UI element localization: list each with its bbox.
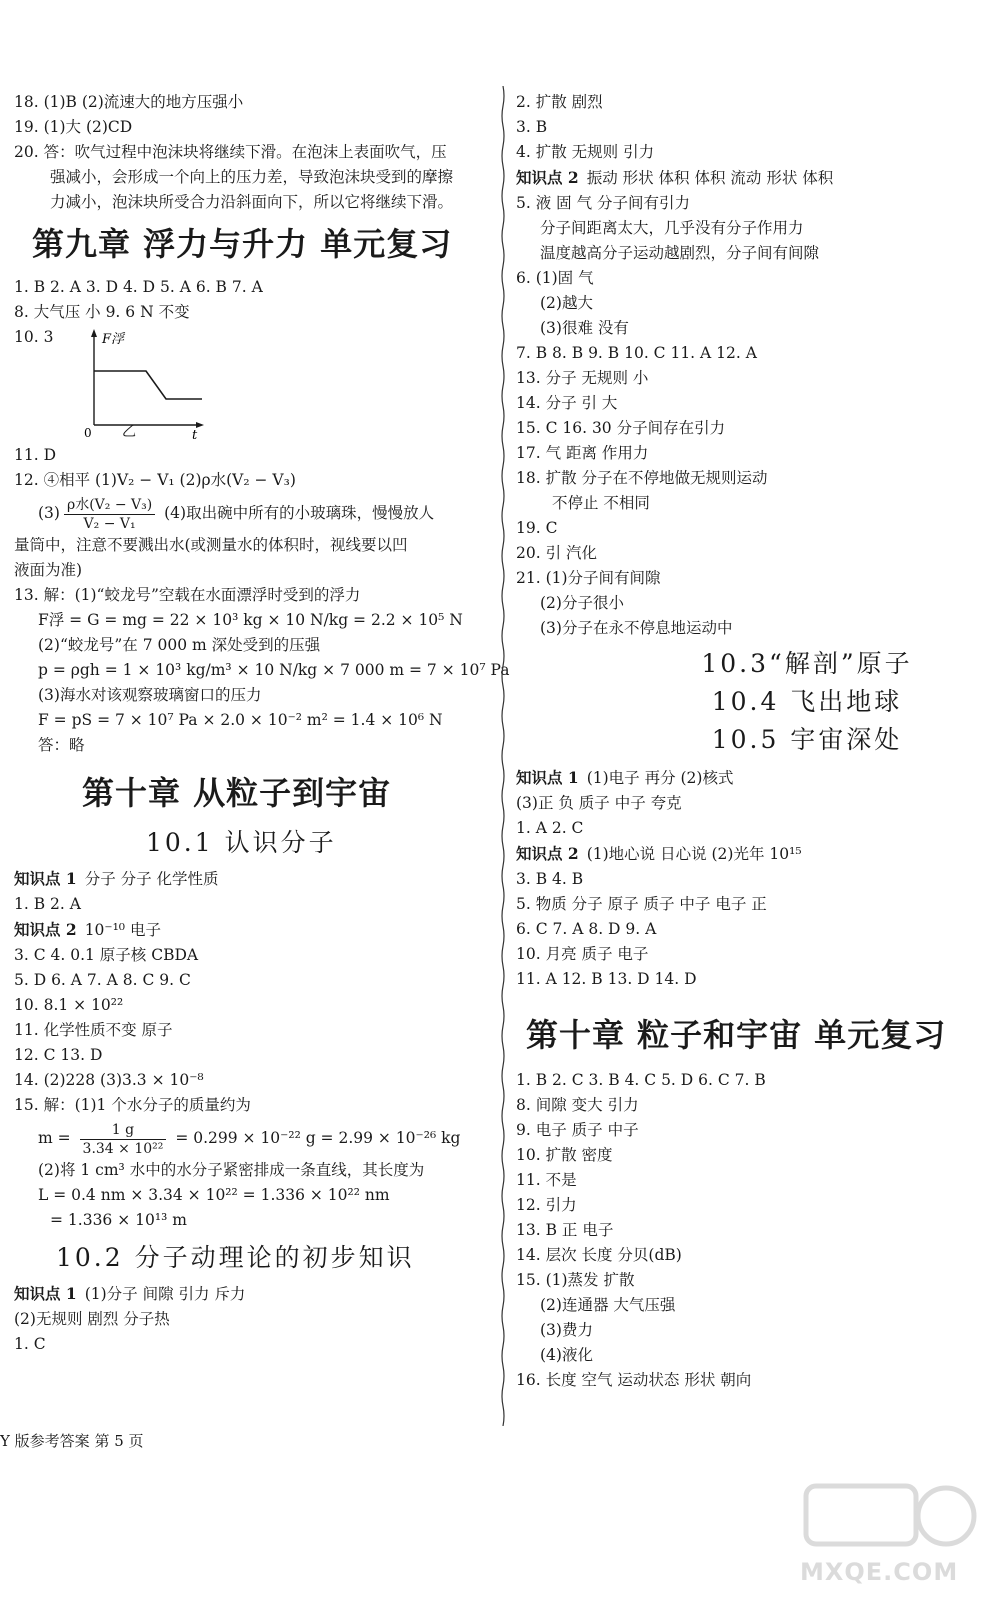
chapter-10-title: 第十章 从粒子到宇宙 — [82, 774, 392, 812]
answer-line: 2. 扩散 剧烈 — [516, 93, 603, 111]
fraction-numerator: 1 g — [80, 1121, 167, 1140]
answer-line: 12. 引力 — [516, 1196, 577, 1214]
answer-prefix: (3) — [38, 504, 60, 522]
answer-line: 13. B 正 电子 — [516, 1221, 614, 1239]
answer-line: (3)正 负 质子 中子 夸克 — [516, 794, 682, 812]
answer-line: 21. (1)分子间有间隙 — [516, 569, 661, 587]
answer-line: 量筒中，注意不要溅出水(或测量水的体积时，视线要以凹 — [14, 536, 408, 554]
answer-line: 液面为准) — [14, 561, 83, 579]
chapter-10-review-title: 第十章 粒子和宇宙 单元复习 — [526, 1016, 947, 1054]
answer-line: 14. 层次 长度 分贝(dB) — [516, 1246, 682, 1264]
answer-line: (2)连通器 大气压强 — [540, 1296, 676, 1314]
answer-line: 知识点 2 10⁻¹⁰ 电子 — [14, 920, 161, 939]
fraction-denominator: V₂ − V₁ — [83, 515, 136, 532]
answer-line: 10. 月亮 质子 电子 — [516, 945, 649, 963]
answer-line: 18. 扩散 分子在不停地做无规则运动 — [516, 469, 768, 487]
answer-line: 3. C 4. 0.1 原子核 CBDA — [14, 946, 199, 964]
answer-line: 1. C — [14, 1335, 46, 1353]
answer-line: 20. 答：吹气过程中泡沫块将继续下滑。在泡沫上表面吹气，压 — [14, 143, 447, 161]
answer-line: 11. A 12. B 13. D 14. D — [516, 970, 697, 988]
answer-line: 19. (1)大 (2)CD — [14, 118, 133, 136]
answer-line: (2)分子很小 — [540, 594, 624, 612]
knowledge-point-label: 知识点 1 — [14, 869, 77, 888]
answer-line: 15. C 16. 30 分子间存在引力 — [516, 419, 726, 437]
mass-fraction — [80, 1121, 167, 1158]
answer-line: 16. 长度 空气 运动状态 形状 朝向 — [516, 1371, 752, 1389]
answer-line: 13. 解：(1)“蛟龙号”空载在水面漂浮时受到的浮力 — [14, 586, 361, 604]
answer-line: 知识点 1 分子 分子 化学性质 — [14, 869, 219, 888]
right-column — [516, 90, 988, 1393]
page-footer: Y 版参考答案 第 5 页 — [0, 1432, 144, 1450]
answer-line: (2)无规则 剧烈 分子热 — [14, 1310, 170, 1328]
answer-line: 11. D — [14, 446, 57, 464]
section-10-2-title: 10.2 分子动理论的初步知识 — [56, 1243, 415, 1272]
answer-line: 11. 不是 — [516, 1171, 577, 1189]
knowledge-point-label: 知识点 2 — [14, 920, 77, 939]
question-number: 10. 3 — [14, 328, 54, 346]
answer-line: 3. B — [516, 118, 548, 136]
section-10-5-title: 10.5 宇宙深处 — [711, 725, 903, 754]
answer-line: 不停止 不相同 — [552, 494, 650, 512]
x-axis-label: t — [192, 428, 198, 441]
answer-line: 9. 电子 质子 中子 — [516, 1121, 639, 1139]
knowledge-point-label: 知识点 1 — [516, 768, 579, 787]
answer-line: 17. 气 距离 作用力 — [516, 444, 649, 462]
answer-line: 答：略 — [38, 736, 85, 754]
y-axis-label: F浮 — [102, 332, 125, 347]
answer-line: (3)海水对该观察玻璃窗口的压力 — [38, 686, 262, 704]
answer-line: 5. D 6. A 7. A 8. C 9. C — [14, 971, 191, 989]
answer-line: (3)分子在永不停息地运动中 — [540, 619, 733, 637]
buoyancy-time-graph — [74, 327, 214, 441]
answer-line: 1. B 2. A — [14, 895, 81, 913]
answer-line: 11. 化学性质不变 原子 — [14, 1021, 173, 1039]
answer-line: (3)很难 没有 — [540, 319, 629, 337]
origin-label: 0 — [84, 426, 92, 440]
answer-line: 15. 解：(1)1 个水分子的质量约为 — [14, 1096, 251, 1114]
answer-line: F = pS = 7 × 10⁷ Pa × 2.0 × 10⁻² m² = 1.4 × 10⁶ N — [38, 711, 443, 729]
answer-line: 10. 扩散 密度 — [516, 1146, 613, 1164]
answer-line: 19. C — [516, 519, 558, 537]
watermark-text: MXQE.COM — [800, 1558, 959, 1586]
answer-line: 8. 大气压 小 9. 6 N 不变 — [14, 303, 190, 321]
answer-line: 力减小，泡沫块所受合力沿斜面向下，所以它将继续下滑。 — [50, 193, 454, 211]
answer-line: 18. (1)B (2)流速大的地方压强小 — [14, 93, 244, 111]
answer-line: 温度越高分子运动越剧烈，分子间有间隙 — [540, 244, 820, 262]
graph-caption: 乙 — [122, 424, 136, 440]
answer-line: 知识点 1 (1)分子 间隙 引力 斥力 — [14, 1284, 246, 1303]
answer-prefix: m = — [38, 1129, 76, 1147]
answer-line: 5. 物质 分子 原子 质子 中子 电子 正 — [516, 895, 767, 913]
section-10-4-title: 10.4 飞出地球 — [711, 687, 903, 716]
answer-line: 6. (1)固 气 — [516, 269, 594, 287]
answer-line: 10. 8.1 × 10²² — [14, 996, 124, 1014]
answer-line: p = ρgh = 1 × 10³ kg/m³ × 10 N/kg × 7 000 m = 7 × 10⁷ Pa — [38, 661, 510, 679]
fraction-numerator: ρ水(V₂ − V₃) — [64, 496, 155, 515]
answer-line: 知识点 2 (1)地心说 日心说 (2)光年 10¹⁵ — [516, 844, 802, 863]
chapter-9-review-title: 第九章 浮力与升力 单元复习 — [32, 225, 453, 263]
answer-line: 12. C 13. D — [14, 1046, 103, 1064]
answer-line: 8. 间隙 变大 引力 — [516, 1096, 639, 1114]
answer-line: 强减小，会形成一个向上的压力差，导致泡沫块受到的摩擦 — [50, 168, 454, 186]
fraction-answer-line — [14, 1118, 492, 1158]
answer-line: 1. A 2. C — [516, 819, 584, 837]
answer-line: = 1.336 × 10¹³ m — [50, 1211, 187, 1229]
answer-text: = 0.299 × 10⁻²² g = 2.99 × 10⁻²⁶ kg — [170, 1129, 461, 1147]
fraction-denominator: 3.34 × 10²² — [82, 1140, 164, 1157]
answer-line: 20. 引 汽化 — [516, 544, 598, 562]
answer-line: 分子间距离太大，几乎没有分子作用力 — [540, 219, 804, 237]
answer-line: 15. (1)蒸发 扩散 — [516, 1271, 635, 1289]
section-10-1-title: 10.1 认识分子 — [146, 828, 337, 857]
answer-line: 14. (2)228 (3)3.3 × 10⁻⁸ — [14, 1071, 204, 1089]
answer-line: (2)“蛟龙号”在 7 000 m 深处受到的压强 — [38, 636, 321, 654]
answer-line: (3)费力 — [540, 1321, 593, 1339]
knowledge-point-label: 知识点 1 — [14, 1284, 77, 1303]
section-10-3-title: 10.3“解剖”原子 — [701, 649, 913, 678]
left-column — [14, 90, 510, 1357]
density-fraction — [64, 496, 155, 533]
watermark-logo — [800, 1480, 980, 1590]
answer-line: 14. 分子 引 大 — [516, 394, 618, 412]
answer-line: 知识点 1 (1)电子 再分 (2)核式 — [516, 768, 734, 787]
buoyancy-curve — [94, 371, 202, 399]
fraction-answer-line — [14, 493, 492, 533]
answer-line: (2)越大 — [540, 294, 593, 312]
answer-line: F浮 = G = mg = 22 × 10³ kg × 10 N/kg = 2.2 × 10⁵ N — [38, 611, 463, 629]
knowledge-point-label: 知识点 2 — [516, 168, 579, 187]
column-divider — [500, 86, 506, 1426]
answer-line: L = 0.4 nm × 3.34 × 10²² = 1.336 × 10²² nm — [38, 1186, 390, 1204]
answer-line: 5. 液 固 气 分子间有引力 — [516, 194, 690, 212]
y-axis-arrow — [91, 329, 97, 337]
answer-line: 6. C 7. A 8. D 9. A — [516, 920, 657, 938]
answer-text: (4)取出碗中所有的小玻璃珠，慢慢放人 — [159, 504, 435, 522]
knowledge-point-label: 知识点 2 — [516, 844, 579, 863]
answer-line: 1. B 2. C 3. B 4. C 5. D 6. C 7. B — [516, 1071, 766, 1089]
answer-line: 7. B 8. B 9. B 10. C 11. A 12. A — [516, 344, 757, 362]
watermark-seal-icon — [800, 1480, 980, 1560]
answer-line: 13. 分子 无规则 小 — [516, 369, 649, 387]
answer-line: 1. B 2. A 3. D 4. D 5. A 6. B 7. A — [14, 278, 263, 296]
answer-line: 知识点 2 振动 形状 体积 体积 流动 形状 体积 — [516, 168, 834, 187]
answer-line: 4. 扩散 无规则 引力 — [516, 143, 655, 161]
answer-line: 12. ④相平 (1)V₂ − V₁ (2)ρ水(V₂ − V₃) — [14, 471, 296, 489]
answer-line: (4)液化 — [540, 1346, 593, 1364]
buoyancy-graph-answer — [14, 325, 492, 443]
answer-line: (2)将 1 cm³ 水中的水分子紧密排成一条直线，其长度为 — [38, 1161, 425, 1179]
answer-line: 3. B 4. B — [516, 870, 584, 888]
